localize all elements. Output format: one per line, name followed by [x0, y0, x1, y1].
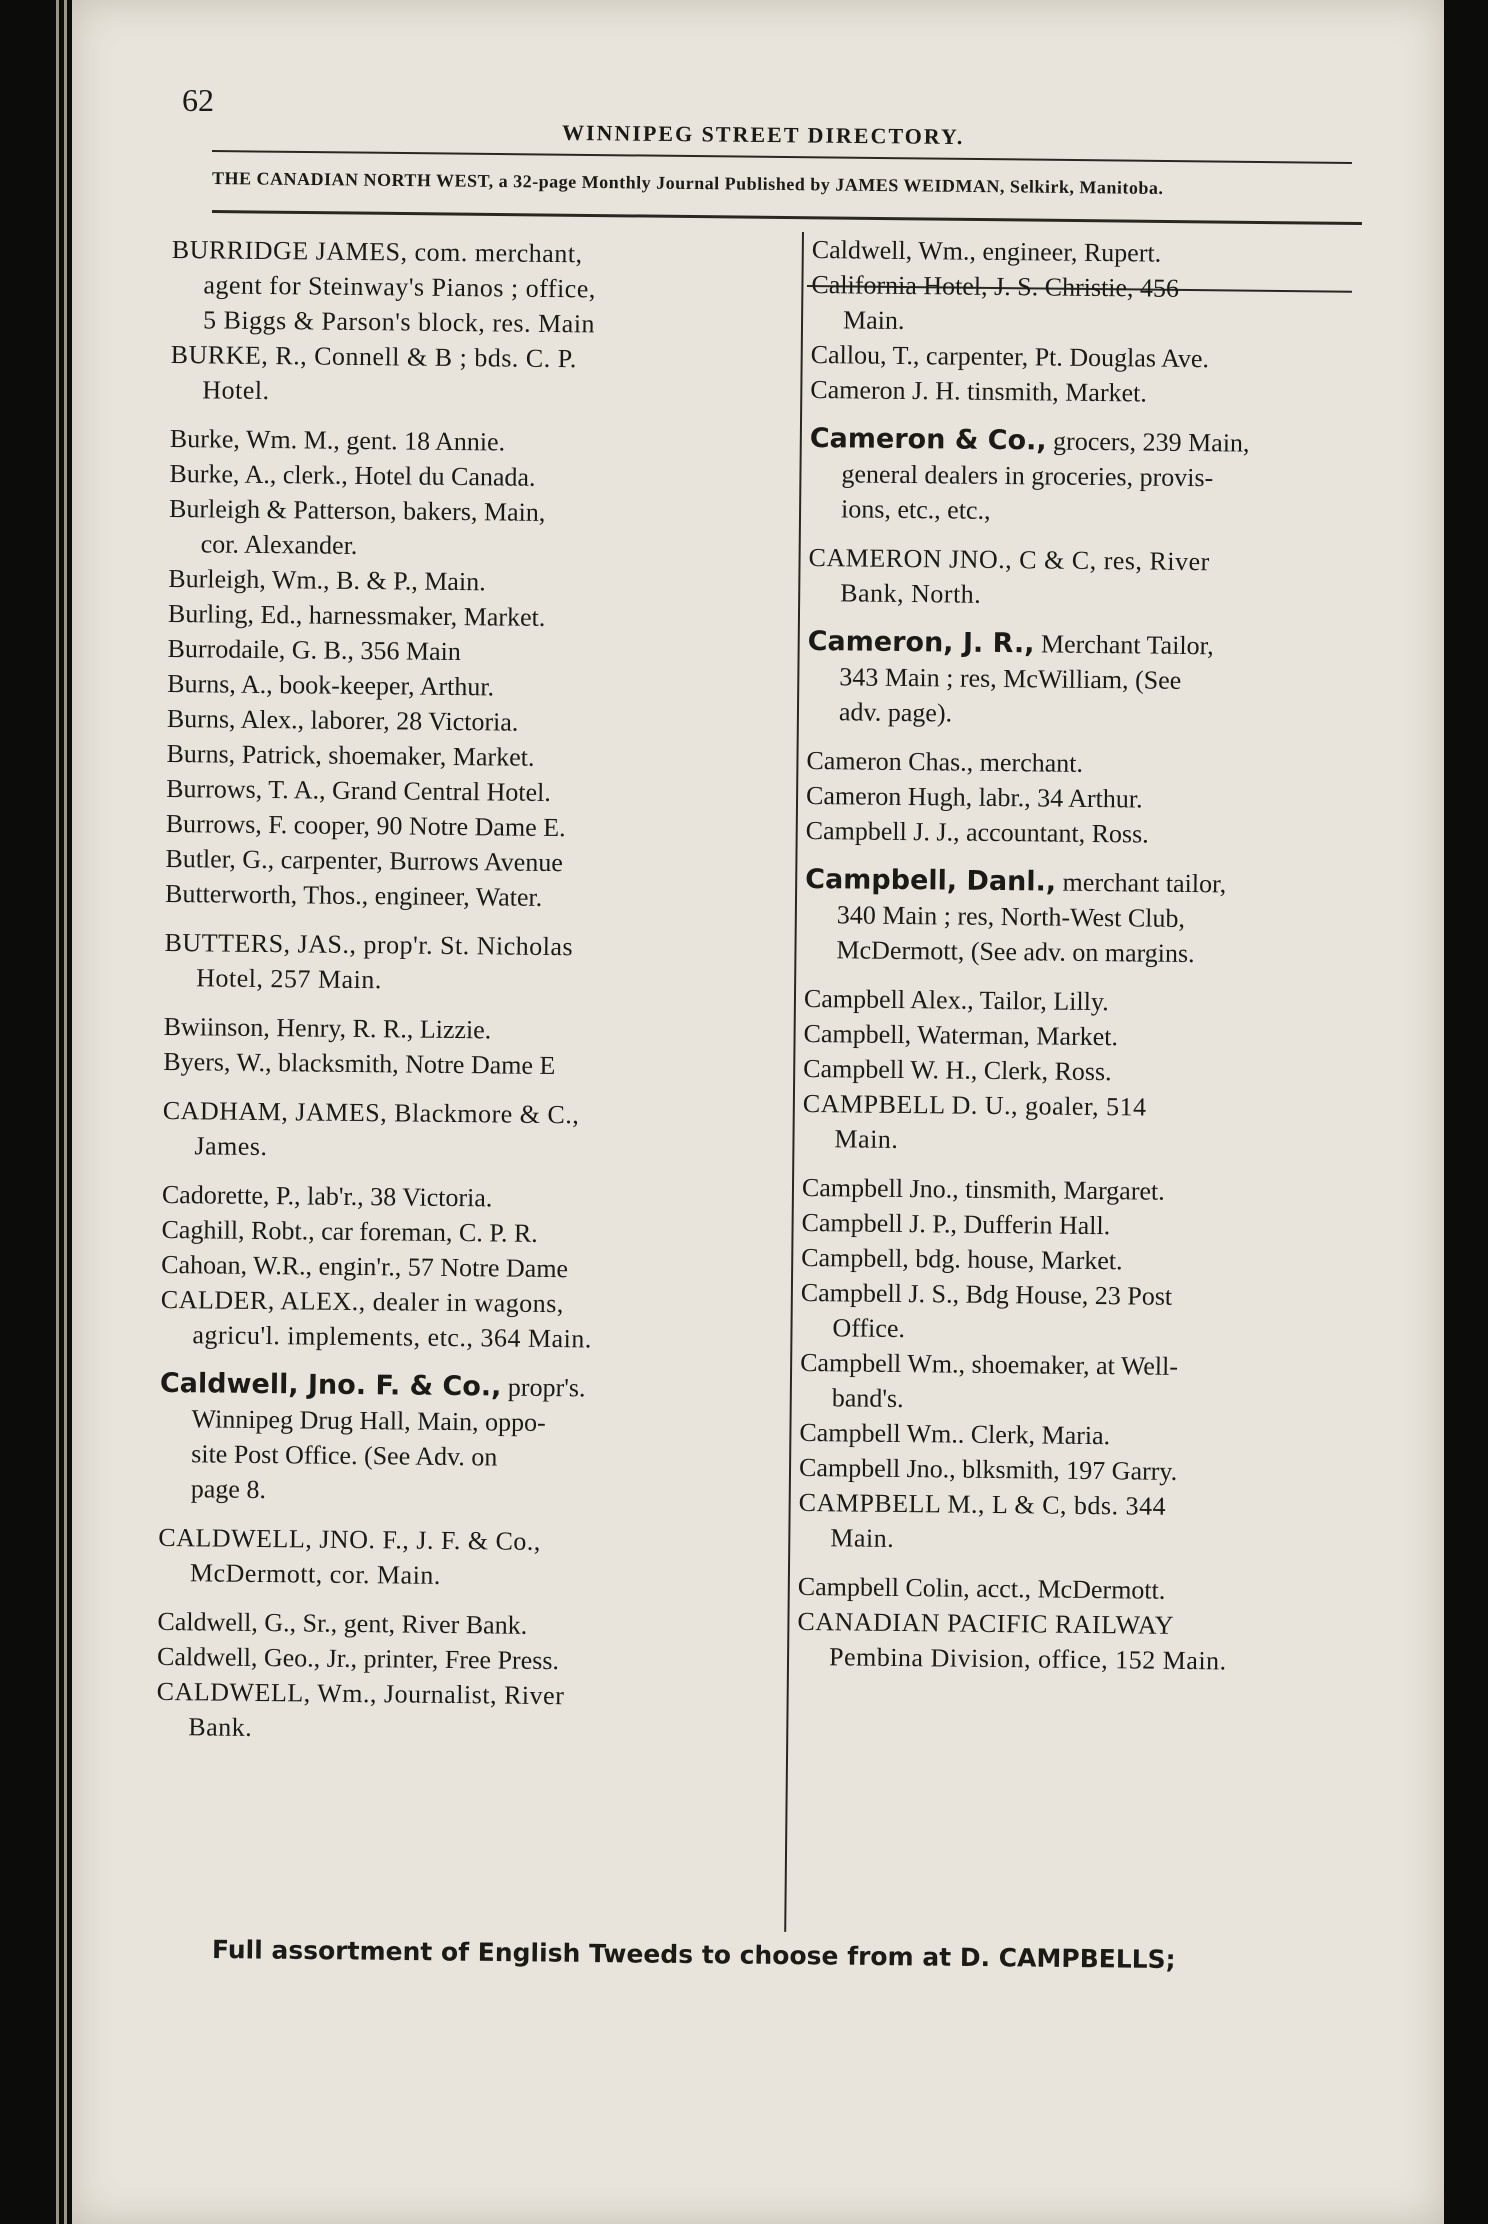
entry-line: Bwiinson, Henry, R. R., Lizzie. — [163, 1011, 492, 1045]
directory-entry — [159, 1366, 740, 1512]
entry-line: CALDER, ALEX., dealer in wagons, — [160, 1284, 564, 1319]
entry-line: Caghill, Robt., car foreman, C. P. R. — [161, 1214, 538, 1248]
directory-entry — [804, 862, 1355, 973]
header-rule — [212, 150, 1352, 164]
entry-line: Burke, Wm. M., gent. 18 Annie. — [169, 423, 506, 457]
directory-entry — [165, 841, 745, 882]
entry-line: Cameron Hugh, labr., 34 Arthur. — [805, 780, 1143, 814]
entry-line: Burleigh, Wm., B. & P., Main. — [168, 563, 486, 597]
directory-entry — [161, 1212, 741, 1253]
entry-line: BURRIDGE JAMES, com. merchant, — [171, 234, 583, 269]
entry-line: Campbell Colin, acct., McDermott. — [797, 1571, 1166, 1605]
entry-continuation: page 8. — [190, 1474, 267, 1505]
directory-entry — [169, 491, 750, 567]
directory-entry — [156, 1674, 737, 1750]
directory-entry — [798, 1485, 1349, 1561]
entry-line: Burrows, F. cooper, 90 Notre Dame E. — [165, 808, 566, 843]
entry-line: Campbell Jno., blksmith, 197 Garry. — [798, 1452, 1178, 1486]
page-edge-line — [56, 0, 59, 2224]
directory-entry — [802, 1170, 1352, 1211]
column-divider — [784, 232, 804, 1932]
entry-continuation: agricu'l. implements, etc., 364 Main. — [192, 1320, 592, 1354]
directory-entry — [168, 561, 748, 602]
entry-line: Burns, A., book-keeper, Arthur. — [167, 668, 495, 702]
directory-entry — [811, 337, 1361, 378]
entry-line: Butterworth, Thos., engineer, Water. — [164, 878, 543, 912]
entry-line: CADHAM, JAMES, Blackmore & C., — [162, 1095, 580, 1130]
page-number: 62 — [182, 82, 214, 118]
directory-entry — [803, 1016, 1353, 1057]
entry-line: Burrodaile, G. B., 356 Main — [167, 633, 461, 667]
page-edge-line — [64, 0, 67, 2224]
entry-line: Caldwell, Wm., engineer, Rupert. — [811, 234, 1162, 268]
entry-continuation: Bank, North. — [840, 578, 982, 609]
entry-line: CALDWELL, Wm., Journalist, River — [156, 1676, 565, 1711]
entry-line: Burrows, T. A., Grand Central Hotel. — [166, 773, 551, 807]
entry-line: Campbell J. P., Dufferin Hall. — [801, 1207, 1111, 1241]
entry-continuation: band's. — [831, 1383, 904, 1414]
entry-line: Campbell J. J., accountant, Ross. — [805, 815, 1149, 849]
entry-line: Campbell Alex., Tailor, Lilly. — [803, 983, 1109, 1017]
entry-line: Cameron & Co., grocers, 239 Main, — [809, 422, 1250, 458]
directory-entry — [166, 736, 746, 777]
directory-entry — [166, 771, 746, 812]
directory-entry — [801, 1240, 1351, 1281]
entry-line: Campbell Jno., tinsmith, Margaret. — [801, 1172, 1165, 1206]
journal-notice: THE CANADIAN NORTH WEST, a 32-page Monthly Journal Published by JAMES WEIDMAN, Selkirk, Manitoba. — [211, 168, 1164, 198]
entry-line: Burleigh & Patterson, bakers, Main, — [168, 493, 546, 527]
entry-continuation: McDermott, cor. Main. — [189, 1558, 442, 1590]
directory-entry — [807, 624, 1358, 735]
entry-line: Burke, A., clerk., Hotel du Canada. — [169, 458, 536, 492]
entry-line: Caldwell, Jno. F. & Co., propr's. — [159, 1367, 586, 1403]
entry-continuation: 343 Main ; res, McWilliam, (See — [839, 662, 1182, 695]
entry-line: Campbell, Waterman, Market. — [803, 1018, 1119, 1052]
entry-continuation: Hotel, 257 Main. — [196, 963, 382, 995]
entry-continuation: Bank. — [188, 1712, 253, 1742]
entry-line: Burling, Ed., harnessmaker, Market. — [167, 598, 546, 632]
directory-entry — [809, 421, 1360, 532]
entry-line: CAMERON JNO., C & C, res, River — [808, 542, 1210, 577]
directory-entry — [162, 1093, 743, 1169]
directory-entry — [811, 267, 1362, 343]
directory-entry — [160, 1282, 741, 1358]
entry-line: BUTTERS, JAS., prop'r. St. Nicholas — [164, 927, 574, 962]
entry-line: Burns, Alex., laborer, 28 Victoria. — [166, 703, 519, 737]
right-column — [797, 232, 1362, 1680]
entry-continuation: Office. — [832, 1313, 906, 1344]
entry-line: Cadorette, P., lab'r., 38 Victoria. — [161, 1179, 493, 1213]
entry-continuation: cor. Alexander. — [200, 529, 358, 560]
header-rule-bottom — [212, 210, 1362, 225]
directory-entry — [808, 540, 1359, 616]
directory-page — [72, 0, 1444, 2224]
directory-entry — [806, 778, 1356, 819]
directory-entry — [157, 1639, 737, 1680]
entry-line: Cameron Chas., merchant. — [806, 745, 1084, 778]
entry-continuation: McDermott, (See adv. on margins. — [836, 935, 1195, 969]
entry-line: Caldwell, Geo., Jr., printer, Free Press. — [156, 1641, 560, 1676]
entry-line: CAMPBELL D. U., goaler, 514 — [802, 1088, 1147, 1122]
directory-entry — [161, 1247, 741, 1288]
entry-line: CALDWELL, JNO. F., J. F. & Co., — [158, 1522, 542, 1556]
directory-entry — [804, 981, 1354, 1022]
entry-continuation: 340 Main ; res, North-West Club, — [836, 900, 1186, 933]
directory-entry — [164, 925, 745, 1001]
directory-entry — [169, 456, 749, 497]
entry-line: Campbell, Danl., merchant tailor, — [805, 863, 1227, 899]
entry-line: California Hotel, J. S. Christie, 456 — [811, 269, 1180, 303]
directory-entry — [799, 1450, 1349, 1491]
directory-entry — [167, 631, 747, 672]
directory-entry — [163, 1044, 743, 1085]
entry-line: Campbell, bdg. house, Market. — [801, 1242, 1123, 1276]
directory-entry — [170, 421, 750, 462]
footer-advertisement: Full assortment of English Tweeds to choose from at D. CAMPBELLS; — [211, 1935, 1176, 1975]
entry-line: Burns, Patrick, shoemaker, Market. — [166, 738, 535, 772]
entry-continuation: Winnipeg Drug Hall, Main, oppo- — [191, 1404, 546, 1437]
left-column — [156, 232, 752, 1750]
entry-line: CANADIAN PACIFIC RAILWAY — [797, 1606, 1175, 1640]
directory-entry — [162, 1177, 742, 1218]
directory-entry — [170, 337, 751, 413]
entry-continuation: Pembina Division, office, 152 Main. — [828, 1642, 1227, 1676]
directory-entry — [171, 232, 752, 343]
directory-entry — [806, 813, 1356, 854]
directory-entry — [803, 1051, 1353, 1092]
directory-entry — [799, 1415, 1349, 1456]
entry-line: Campbell Wm., shoemaker, at Well- — [800, 1347, 1179, 1381]
directory-entry — [800, 1345, 1351, 1421]
directory-entry — [163, 1009, 743, 1050]
directory-entry — [165, 876, 745, 917]
entry-line: Campbell W. H., Clerk, Ross. — [803, 1053, 1112, 1087]
directory-entry — [167, 666, 747, 707]
entry-continuation: Main. — [830, 1523, 895, 1553]
entry-line: Byers, W., blacksmith, Notre Dame E — [163, 1046, 556, 1081]
directory-entry — [802, 1086, 1353, 1162]
directory-entry — [797, 1604, 1348, 1680]
directory-entry — [798, 1569, 1348, 1610]
directory-entry — [158, 1520, 739, 1596]
entry-line: BURKE, R., Connell & B ; bds. C. P. — [170, 339, 577, 374]
directory-entry — [810, 372, 1360, 413]
entry-continuation: ions, etc., etc., — [840, 494, 991, 525]
entry-continuation: Main. — [834, 1124, 899, 1154]
directory-entry — [806, 743, 1356, 784]
entry-line: Cameron J. H. tinsmith, Market. — [810, 374, 1147, 408]
entry-line: Butler, G., carpenter, Burrows Avenue — [165, 843, 564, 878]
entry-continuation: site Post Office. (See Adv. on — [191, 1439, 498, 1472]
directory-entry — [812, 232, 1362, 273]
entry-continuation: James. — [194, 1131, 268, 1162]
directory-entry — [801, 1205, 1351, 1246]
running-head: WINNIPEG STREET DIRECTORY. — [561, 119, 965, 150]
entry-line: Campbell J. S., Bdg House, 23 Post — [800, 1277, 1173, 1311]
entry-continuation: adv. page). — [838, 697, 953, 728]
directory-entry — [157, 1604, 737, 1645]
entry-line: Campbell Wm.. Clerk, Maria. — [799, 1417, 1111, 1451]
entry-line: CAMPBELL M., L & C, bds. 344 — [798, 1487, 1167, 1521]
entry-line: Caldwell, G., Sr., gent, River Bank. — [157, 1606, 528, 1640]
directory-entry — [167, 701, 747, 742]
entry-line: Cameron, J. R., Merchant Tailor, — [807, 625, 1214, 661]
entry-line: Callou, T., carpenter, Pt. Douglas Ave. — [810, 339, 1210, 374]
directory-entry — [166, 806, 746, 847]
entry-line: Cahoan, W.R., engin'r., 57 Notre Dame — [161, 1249, 569, 1284]
entry-continuation: 5 Biggs & Parson's block, res. Main — [202, 305, 596, 339]
directory-entry — [800, 1275, 1351, 1351]
entry-continuation: agent for Steinway's Pianos ; office, — [203, 270, 596, 304]
entry-continuation: Main. — [842, 305, 905, 335]
entry-continuation: Hotel. — [202, 375, 270, 406]
entry-continuation: general dealers in groceries, provis- — [841, 459, 1214, 493]
